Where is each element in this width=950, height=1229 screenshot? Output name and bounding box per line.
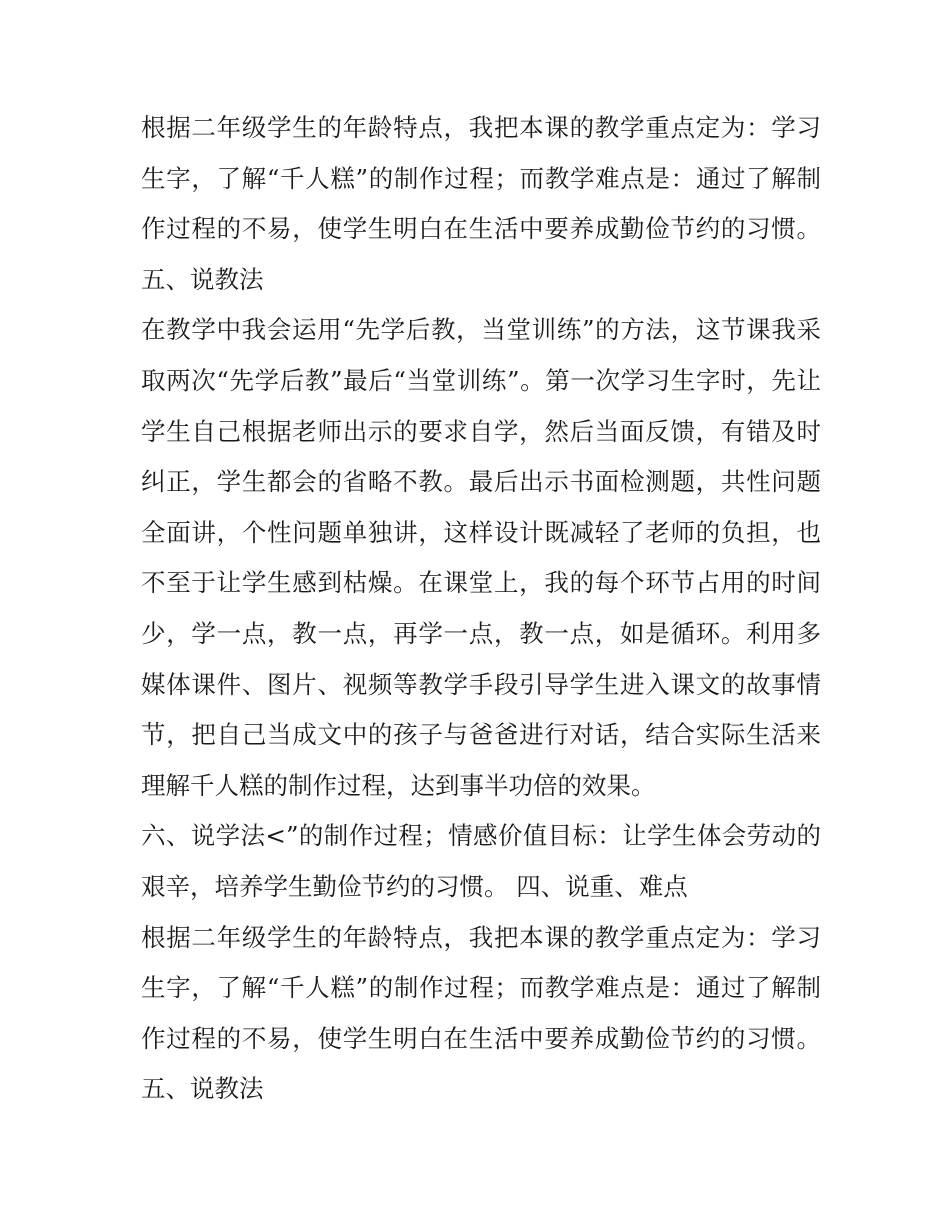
text-line: 理解千人糕的制作过程，达到事半功倍的效果。 bbox=[141, 770, 656, 800]
text-line: 在教学中我会运用“先学后教，当堂训练”的方法，这节课我采 bbox=[141, 315, 821, 345]
text-line: 五、说教法 bbox=[141, 1074, 264, 1104]
text-line: 艰辛，培养学生勤俭节约的习惯。 四、说重、难点 bbox=[141, 871, 688, 901]
text-line: 全面讲，个性问题单独讲，这样设计既减轻了老师的负担，也 bbox=[141, 517, 821, 547]
text-line: 生字，了解“千人糕”的制作过程；而教学难点是：通过了解制 bbox=[141, 163, 821, 193]
text-line: 作过程的不易，使学生明白在生活中要养成勤俭节约的习惯。 bbox=[141, 1023, 821, 1053]
text-line: 生字，了解“千人糕”的制作过程；而教学难点是：通过了解制 bbox=[141, 973, 821, 1003]
text-line: 根据二年级学生的年龄特点，我把本课的教学重点定为：学习 bbox=[141, 113, 821, 142]
text-line: 学生自己根据老师出示的要求自学，然后当面反馈，有错及时 bbox=[141, 416, 821, 446]
text-line: 不至于让学生感到枯燥。在课堂上，我的每个环节占用的时间 bbox=[141, 568, 821, 598]
text-line: 少，学一点，教一点，再学一点，教一点，如是循环。利用多 bbox=[141, 618, 821, 648]
text-line: 五、说教法 bbox=[141, 264, 264, 294]
text-line: 节，把自己当成文中的孩子与爸爸进行对话，结合实际生活来 bbox=[141, 720, 821, 750]
document-body bbox=[141, 103, 821, 1115]
text-line: 媒体课件、图片、视频等教学手段引导学生进入课文的故事情 bbox=[141, 669, 821, 699]
text-line: 取两次“先学后教”最后“当堂训练”。第一次学习生字时，先让 bbox=[141, 365, 821, 395]
text-line: 纠正，学生都会的省略不教。最后出示书面检测题，共性问题 bbox=[141, 467, 821, 497]
text-line: 根据二年级学生的年龄特点，我把本课的教学重点定为：学习 bbox=[141, 922, 821, 952]
text-line: 六、说学法<”的制作过程；情感价值目标：让学生体会劳动的 bbox=[141, 821, 821, 851]
text-line: 作过程的不易，使学生明白在生活中要养成勤俭节约的习惯。 bbox=[141, 214, 821, 244]
